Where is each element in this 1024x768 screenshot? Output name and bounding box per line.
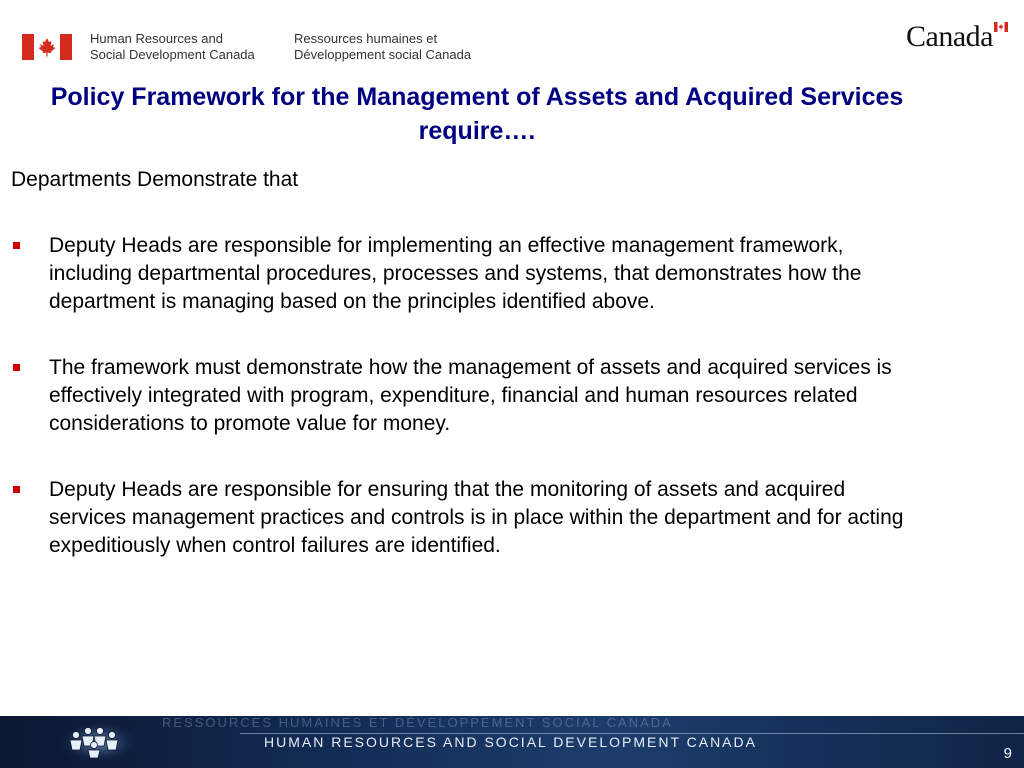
bullet-text: Deputy Heads are responsible for implementing an effective management framework, including departmental procedures, processes and systems, that demonstrates how the department is managing based on the principles identified above. [49,234,862,313]
footer-banner [0,716,1024,768]
department-name-french-line-2: Développement social Canada [294,47,472,62]
bullet-list [0,232,920,598]
department-name-french [294,31,471,63]
bullet-item [0,232,920,316]
square-bullet-icon [13,242,20,249]
department-name-english-line-2: Social Development Canada [90,47,255,62]
bullet-item [0,354,920,438]
slide-title: Policy Framework for the Management of Assets and Acquired Services require…. [50,83,904,145]
bullet-text: The framework must demonstrate how the management of assets and acquired services is effectively integrated with program, expenditure, financial and human resources related considerations to promote value for money. [49,356,892,435]
square-bullet-icon [13,364,20,371]
canada-wordmark-text: Canada [906,20,993,53]
footer-french-text: RESSOURCES HUMAINES ET DÉVELOPPEMENT SOCIAL CANADA [162,716,673,730]
canada-flag-icon [22,34,72,60]
department-name-english-line-1: Human Resources and [90,31,223,46]
canada-wordmark [906,18,1010,52]
footer-english-text: HUMAN RESOURCES AND SOCIAL DEVELOPMENT CANADA [264,734,757,750]
square-bullet-icon [13,486,20,493]
department-name-english [90,31,255,63]
intro-text: Departments Demonstrate that [11,168,299,191]
bullet-item [0,476,920,560]
wordmark-flag-icon [994,22,1008,32]
page-number: 9 [1003,745,1012,762]
department-name-french-line-1: Ressources humaines et [294,31,438,46]
hrsdc-people-logo-icon [58,720,168,764]
bullet-text: Deputy Heads are responsible for ensuring that the monitoring of assets and acquired services management practices and controls is in place within the department and for acting expeditiously when control failures are identified. [49,478,904,557]
